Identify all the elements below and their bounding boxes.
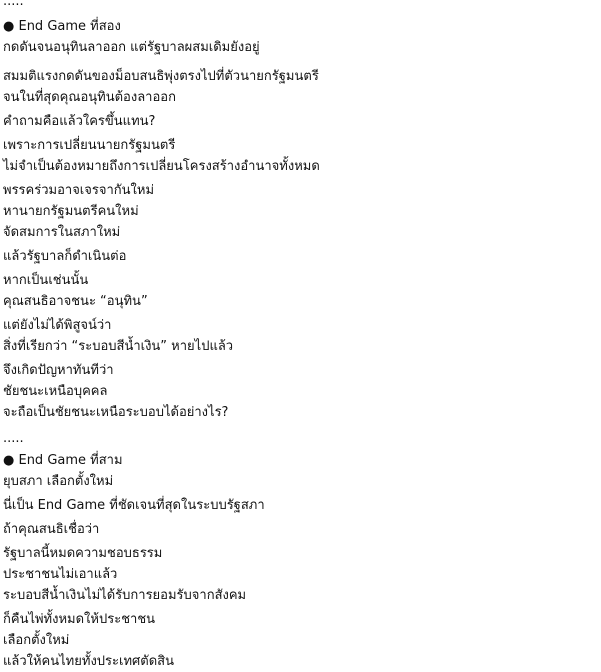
text-line: คุณสนธิอาจชนะ “อนุทิน”	[3, 294, 148, 309]
text-line: สมมติแรงกดดันของม็อบสนธิพุ่งตรงไปที่ตัวนายกรัฐมนตรี	[3, 69, 319, 84]
text-line: ระบอบสีน้ำเงินไม่ได้รับการยอมรับจากสังคม	[3, 588, 247, 603]
text-line: นี่เป็น End Game ที่ชัดเจนที่สุดในระบบรัฐสภา	[3, 498, 265, 513]
text-line: พรรคร่วมอาจเจรจากันใหม่	[3, 183, 155, 198]
text-line: กดดันจนอนุทินลาออก แต่รัฐบาลผสมเดิมยังอยู่	[3, 40, 260, 55]
text-line: หากเป็นเช่นนั้น	[3, 273, 89, 288]
text-line: แล้วรัฐบาลก็ดำเนินต่อ	[3, 249, 127, 264]
text-line: ถ้าคุณสนธิเชื่อว่า	[3, 522, 100, 537]
ellipsis-top	[3, 0, 601, 8]
paragraph	[3, 495, 601, 516]
section-heading: ● End Game ที่สาม	[3, 453, 123, 468]
section-heading: ● End Game ที่สอง	[3, 19, 121, 34]
paragraph	[3, 66, 601, 108]
text-line: จัดสมการในสภาใหม่	[3, 225, 121, 240]
paragraph	[3, 111, 601, 132]
text-line: จึงเกิดปัญหาทันทีว่า	[3, 363, 114, 378]
text-line: .....	[3, 431, 24, 446]
text-line: ก็คืนไพ่ทั้งหมดให้ประชาชน	[3, 612, 156, 627]
paragraph	[3, 519, 601, 540]
text-line: สิ่งที่เรียกว่า “ระบอบสีน้ำเงิน” หายไปแล้ว	[3, 339, 234, 354]
text-line: ประชาชนไม่เอาแล้ว	[3, 567, 118, 582]
text-line: หานายกรัฐมนตรีคนใหม่	[3, 204, 139, 219]
text-line: เลือกตั้งใหม่	[3, 633, 70, 648]
text-line: แล้วให้คนไทยทั้งประเทศตัดสิน	[3, 654, 174, 669]
paragraph	[3, 135, 601, 177]
text-line: ไม่จำเป็นต้องหมายถึงการเปลี่ยนโครงสร้างอำนาจทั้งหมด	[3, 159, 320, 174]
text-line: ชัยชนะเหนือบุคคล	[3, 384, 108, 399]
paragraph	[3, 180, 601, 243]
text-line: คำถามคือแล้วใครขึ้นแทน?	[3, 114, 156, 129]
text-line: จนในที่สุดคุณอนุทินต้องลาออก	[3, 90, 176, 105]
paragraph-endgame-2-heading	[3, 16, 601, 58]
paragraph	[3, 543, 601, 606]
ellipsis-separator	[3, 431, 601, 447]
text-line: .....	[3, 0, 24, 9]
paragraph	[3, 246, 601, 267]
text-line: รัฐบาลนี้หมดความชอบธรรม	[3, 546, 163, 561]
paragraph	[3, 609, 601, 672]
paragraph	[3, 315, 601, 357]
text-line: จะถือเป็นชัยชนะเหนือระบอบได้อย่างไร?	[3, 405, 229, 420]
paragraph-endgame-3-heading	[3, 450, 601, 492]
paragraph	[3, 360, 601, 423]
text-line: เพราะการเปลี่ยนนายกรัฐมนตรี	[3, 138, 176, 153]
text-line: ยุบสภา เลือกตั้งใหม่	[3, 474, 114, 489]
paragraph	[3, 270, 601, 312]
text-line: แต่ยังไม่ได้พิสูจน์ว่า	[3, 318, 112, 333]
